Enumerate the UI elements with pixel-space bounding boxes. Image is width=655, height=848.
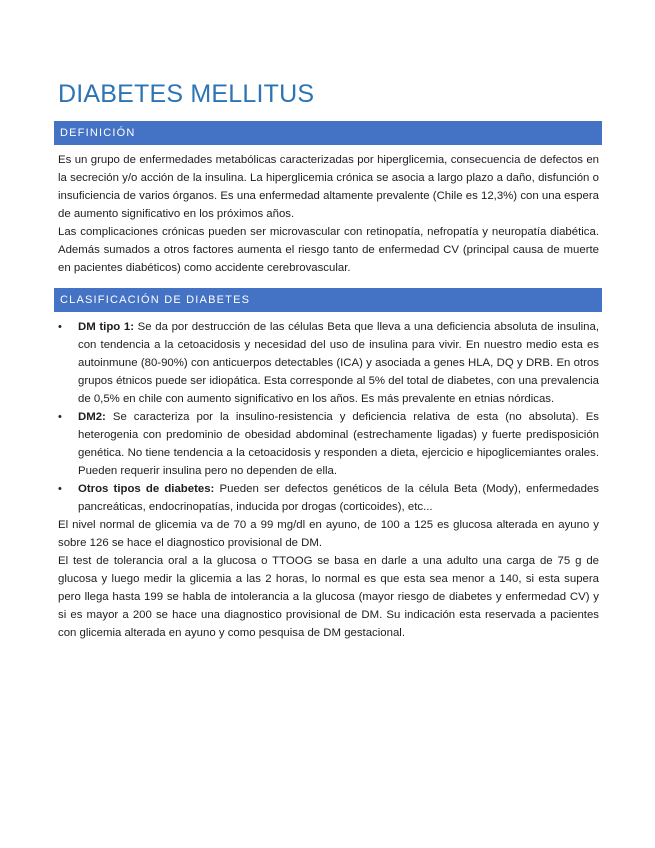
- bullet-text: Pueden ser defectos genéticos de la célula Beta (Mody), enfermedades pancreáticas, endocrinopatías, inducida por drogas (corticoides), etc...: [78, 483, 599, 513]
- bullet-term: DM2:: [78, 411, 106, 423]
- document-title: DIABETES MELLITUS: [58, 80, 315, 108]
- bullet-icon: •: [58, 411, 62, 423]
- paragraph: El test de tolerancia oral a la glucosa o TTOOG se basa en darle a una adulto una carga de 75 g de glucosa y luego medir la glicemia a las 2 horas, lo normal es que esta sea menor a 140, si esta supera pero llega hasta 199 se habla de intolerancia a la glucosa (mayor riesgo de diabetes y enfermedad CV) y si es mayor a 200 se hace una diagnostico provisional de DM. Su indicación esta reservada a pacientes con glicemia alterada en ayuno y como pesquisa de DM gestacional.: [58, 555, 599, 639]
- bullet-term: Otros tipos de diabetes:: [78, 483, 215, 495]
- classification-list: [58, 318, 599, 516]
- bullet-term: DM tipo 1:: [78, 321, 135, 333]
- list-item: [58, 408, 599, 480]
- paragraph: Es un grupo de enfermedades metabólicas caracterizadas por hiperglicemia, consecuencia de defectos en la secreción y/o acción de la insulina. La hiperglicemia crónica se asocia a largo plazo a daño, disfunción o insuficiencia de varios órganos. Es una enfermedad altamente prevalente (Chile es 12,3%) con una espera de aumento significativo en los próximos años.: [58, 154, 599, 220]
- section-clasificacion: [58, 318, 599, 642]
- bullet-icon: •: [58, 321, 62, 333]
- paragraph: El nivel normal de glicemia va de 70 a 99 mg/dl en ayuno, de 100 a 125 es glucosa alterada en ayuno y sobre 126 se hace el diagnostico provisional de DM.: [58, 519, 599, 549]
- list-item: [58, 480, 599, 516]
- bullet-icon: •: [58, 483, 62, 495]
- bullet-text: Se da por destrucción de las células Beta que lleva a una deficiencia absoluta de insulina, con tendencia a la cetoacidosis y necesidad del uso de insulina para vivir. En nuestro medio esta es autoinmune (80-90%) con anticuerpos detectables (ICA) y asociada a genes HLA, DQ y DRB. En otros grupos étnicos puede ser idiopática. Esta corresponde al 5% del total de diabetes, con una prevalencia de 0,5% en chile con aumento significativo en los años. Es más prevalente en etnias nórdicas.: [78, 321, 599, 405]
- section-definicion: [58, 151, 599, 277]
- paragraph: Las complicaciones crónicas pueden ser microvascular con retinopatía, nefropatía y neuropatía diabética. Además sumados a otros factores aumenta el riesgo tanto de enfermedad CV (principal causa de muerte en pacientes diabéticos) como accidente cerebrovascular.: [58, 226, 599, 274]
- list-item: [58, 318, 599, 408]
- section-heading-clasificacion: CLASIFICACIÓN DE DIABETES: [54, 288, 602, 312]
- bullet-text: Se caracteriza por la insulino-resistencia y deficiencia relativa de esta (no absoluta). Es heterogenia con predominio de obesidad abdominal (estrechamente ligadas) y fuerte predisposición genética. No tiene tendencia a la cetoacidosis y responden a dieta, ejercicio e hipoglicemiantes orales. Pueden requerir insulina pero no dependen de ella.: [78, 411, 599, 477]
- section-heading-definicion: DEFINICIÓN: [54, 121, 602, 145]
